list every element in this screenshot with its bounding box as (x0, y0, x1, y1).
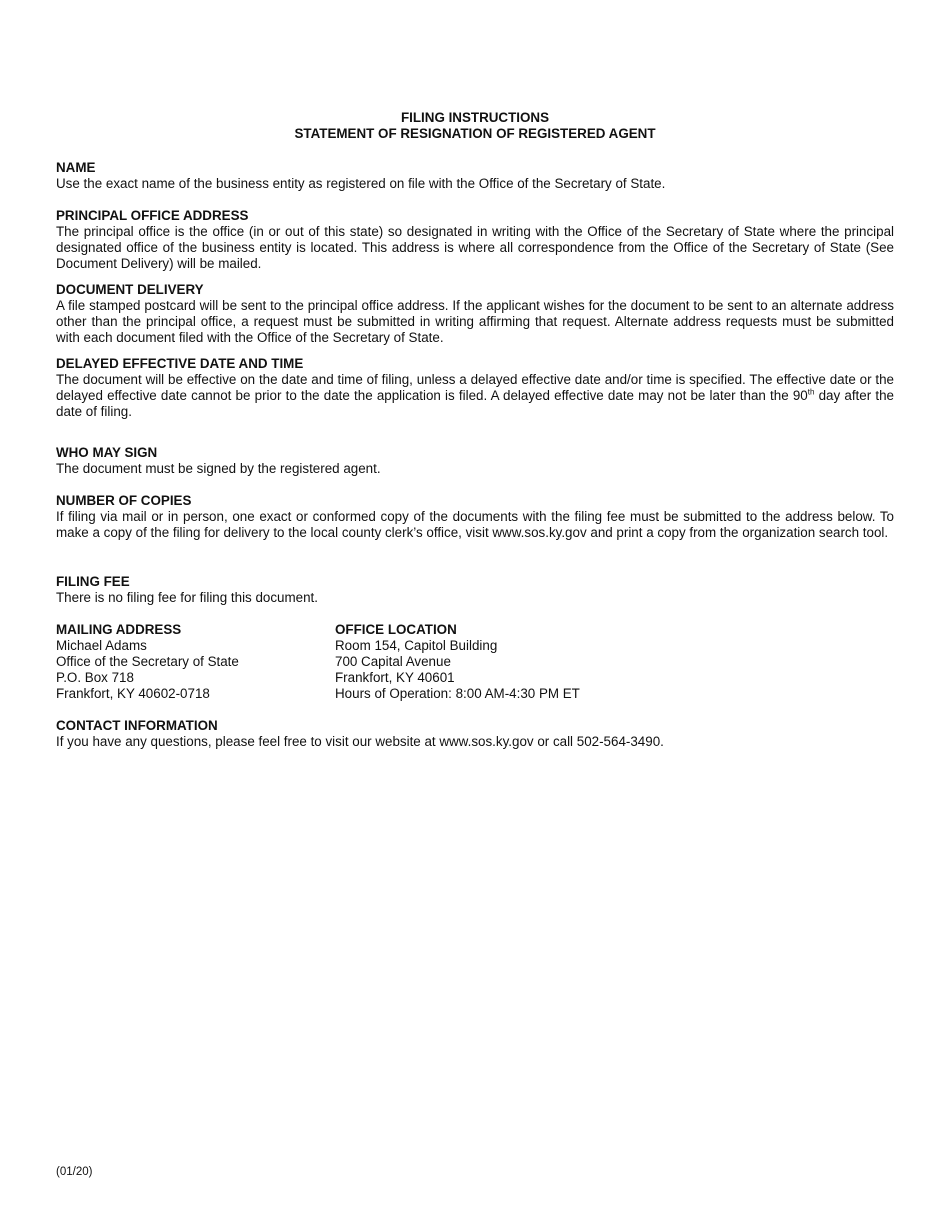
location-line: Frankfort, KY 40601 (335, 670, 455, 685)
text-after: day after the date of filing. (56, 388, 894, 419)
section-name (56, 160, 894, 192)
section-text: If filing via mail or in person, one exact or conformed copy of the documents with the filing fee must be submitted to the address below. To make a copy of the filing for delivery to the local county clerk’s office, visit www.sos.ky.gov and print a copy from the organization search tool. (56, 509, 894, 540)
address-line: Office of the Secretary of State (56, 654, 239, 669)
section-heading: CONTACT INFORMATION (56, 718, 218, 733)
section-heading: MAILING ADDRESS (56, 622, 182, 637)
section-text (56, 372, 894, 420)
document-title (56, 110, 894, 142)
section-text: The principal office is the office (in or out of this state) so designated in writing with the Office of the Secretary of State where the principal designated office of the business entity is located. This address is where all correspondence from the Office of the Secretary of State (See Document Delivery) will be mailed. (56, 224, 894, 271)
section-text: Use the exact name of the business entity as registered on file with the Office of the Secretary of State. (56, 176, 666, 191)
section-filing-fee (56, 574, 894, 606)
address-line: P.O. Box 718 (56, 670, 134, 685)
section-heading: OFFICE LOCATION (335, 622, 457, 637)
section-mailing-address (56, 622, 326, 702)
section-who-may-sign (56, 445, 894, 477)
section-text: The document must be signed by the registered agent. (56, 461, 381, 476)
ordinal-superscript: th (807, 387, 815, 397)
title-line-2: STATEMENT OF RESIGNATION OF REGISTERED AGENT (294, 126, 656, 141)
section-heading: DOCUMENT DELIVERY (56, 282, 204, 297)
instructions-page (56, 110, 894, 749)
section-heading: NAME (56, 160, 96, 175)
section-heading: WHO MAY SIGN (56, 445, 158, 460)
address-line: Frankfort, KY 40602-0718 (56, 686, 210, 701)
title-line-1: FILING INSTRUCTIONS (400, 110, 550, 125)
section-delayed-effective-date (56, 356, 894, 420)
section-document-delivery (56, 282, 894, 346)
section-principal-office (56, 208, 894, 272)
location-line: Room 154, Capitol Building (335, 638, 498, 653)
section-office-location (335, 622, 735, 702)
section-text: If you have any questions, please feel free to visit our website at www.sos.ky.gov or call 502-564-3490. (56, 734, 664, 749)
section-text: A file stamped postcard will be sent to the principal office address. If the applicant wishes for the document to be sent to an alternate address other than the principal office, a request must be submitted in writing affirming that request. Alternate address requests must be submitted with each document filed with the Office of the Secretary of State. (56, 298, 894, 345)
section-heading: DELAYED EFFECTIVE DATE AND TIME (56, 356, 304, 371)
address-line: Michael Adams (56, 638, 147, 653)
section-number-of-copies (56, 493, 894, 541)
section-text: There is no filing fee for filing this document. (56, 590, 318, 605)
section-heading: PRINCIPAL OFFICE ADDRESS (56, 208, 249, 223)
section-contact-information (56, 718, 894, 750)
revision-date: (01/20) (56, 1166, 93, 1178)
location-line: Hours of Operation: 8:00 AM-4:30 PM ET (335, 686, 580, 701)
section-heading: NUMBER OF COPIES (56, 493, 192, 508)
section-heading: FILING FEE (56, 574, 130, 589)
text-before: The document will be effective on the date and time of filing, unless a delayed effective date and/or time is specified. The effective date or the delayed effective date cannot be prior to the date the application is filed. A delayed effective date may not be later than the 90 (56, 372, 894, 403)
location-line: 700 Capital Avenue (335, 654, 451, 669)
